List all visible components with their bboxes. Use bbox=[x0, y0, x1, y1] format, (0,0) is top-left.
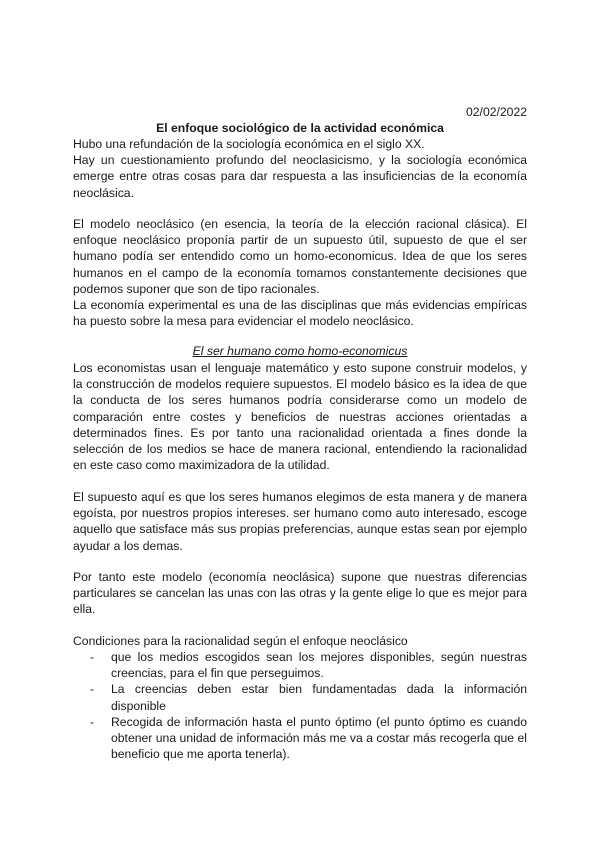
bullet-dash: - bbox=[90, 650, 95, 664]
list-item bbox=[73, 681, 527, 713]
condition-text-1: que los medios escogidos sean los mejores disponibles, según nuestras creencias, para el fin que perseguimos. bbox=[111, 650, 527, 681]
section-title: El ser humano como homo-economicus bbox=[192, 344, 408, 358]
section-paragraph-2: El supuesto aquí es que los seres humanos elegimos de esta manera y de manera egoísta, por nuestros propios intereses. ser humano como auto interesado, escoge aquello que satisface más sus propias preferencias, aunque estas sean por ejemplo ayudar a los demas. bbox=[73, 490, 527, 553]
bullet-dash: - bbox=[90, 682, 95, 697]
document-title: El enfoque sociológico de la actividad económica bbox=[156, 121, 444, 135]
condition-text-2: La creencias deben estar bien fundamentadas dada la información disponible bbox=[111, 682, 527, 713]
intro-paragraph-1: Hubo una refundación de la sociología económica en el siglo XX. bbox=[73, 137, 425, 151]
list-item bbox=[73, 714, 527, 763]
conditions-heading: Condiciones para la racionalidad según el enfoque neoclásico bbox=[73, 634, 408, 648]
conditions-list bbox=[73, 649, 527, 762]
intro-paragraph-2: Hay un cuestionamiento profundo del neoclasicismo, y la sociología económica emerge entre otras cosas para dar respuesta a las insuficiencias de la economía neoclásica. bbox=[73, 153, 527, 200]
section-paragraph-1: Los economistas usan el lenguaje matemático y esto supone construir modelos, y la construcción de modelos requiere supuestos. El modelo básico es la idea de que la conducta de los seres humanos podría considerarse como un modelo de comparación entre costes y beneficios de nuestras acciones orientadas a determinados fines. Es por tanto una racionalidad orientada a fines donde la selección de los medios se hace de manera racional, entendiendo la racionalidad en este caso como maximizadora de la utilidad. bbox=[73, 361, 527, 473]
neoclassic-block bbox=[73, 216, 527, 329]
list-item bbox=[73, 649, 527, 681]
neoclassic-paragraph-2: La economía experimental es una de las disciplinas que más evidencias empíricas ha puesto sobre la mesa para evidenciar el modelo neoclásico. bbox=[73, 298, 527, 329]
neoclassic-paragraph-1: El modelo neoclásico (en esencia, la teoría de la elección racional clásica). El enfoque neoclásico proponía partir de un supuesto útil, supuesto de que el ser humano podía ser entendido como un homo-economicus. Idea de que los seres humanos en el campo de la economía tomamos constantemente decisiones que podemos suponer que son de tipo racionales. bbox=[73, 217, 527, 296]
section-paragraph-3: Por tanto este modelo (economía neoclásica) supone que nuestras diferencias particulares se cancelan las unas con las otras y la gente elige lo que es mejor para ella. bbox=[73, 570, 527, 617]
condition-text-3: Recogida de información hasta el punto óptimo (el punto óptimo es cuando obtener una unidad de información más me va a costar más recogerla que el beneficio que me aporta tenerla). bbox=[111, 714, 527, 762]
intro-block bbox=[73, 136, 527, 201]
document-date: 02/02/2022 bbox=[466, 105, 527, 119]
bullet-dash: - bbox=[90, 714, 95, 729]
